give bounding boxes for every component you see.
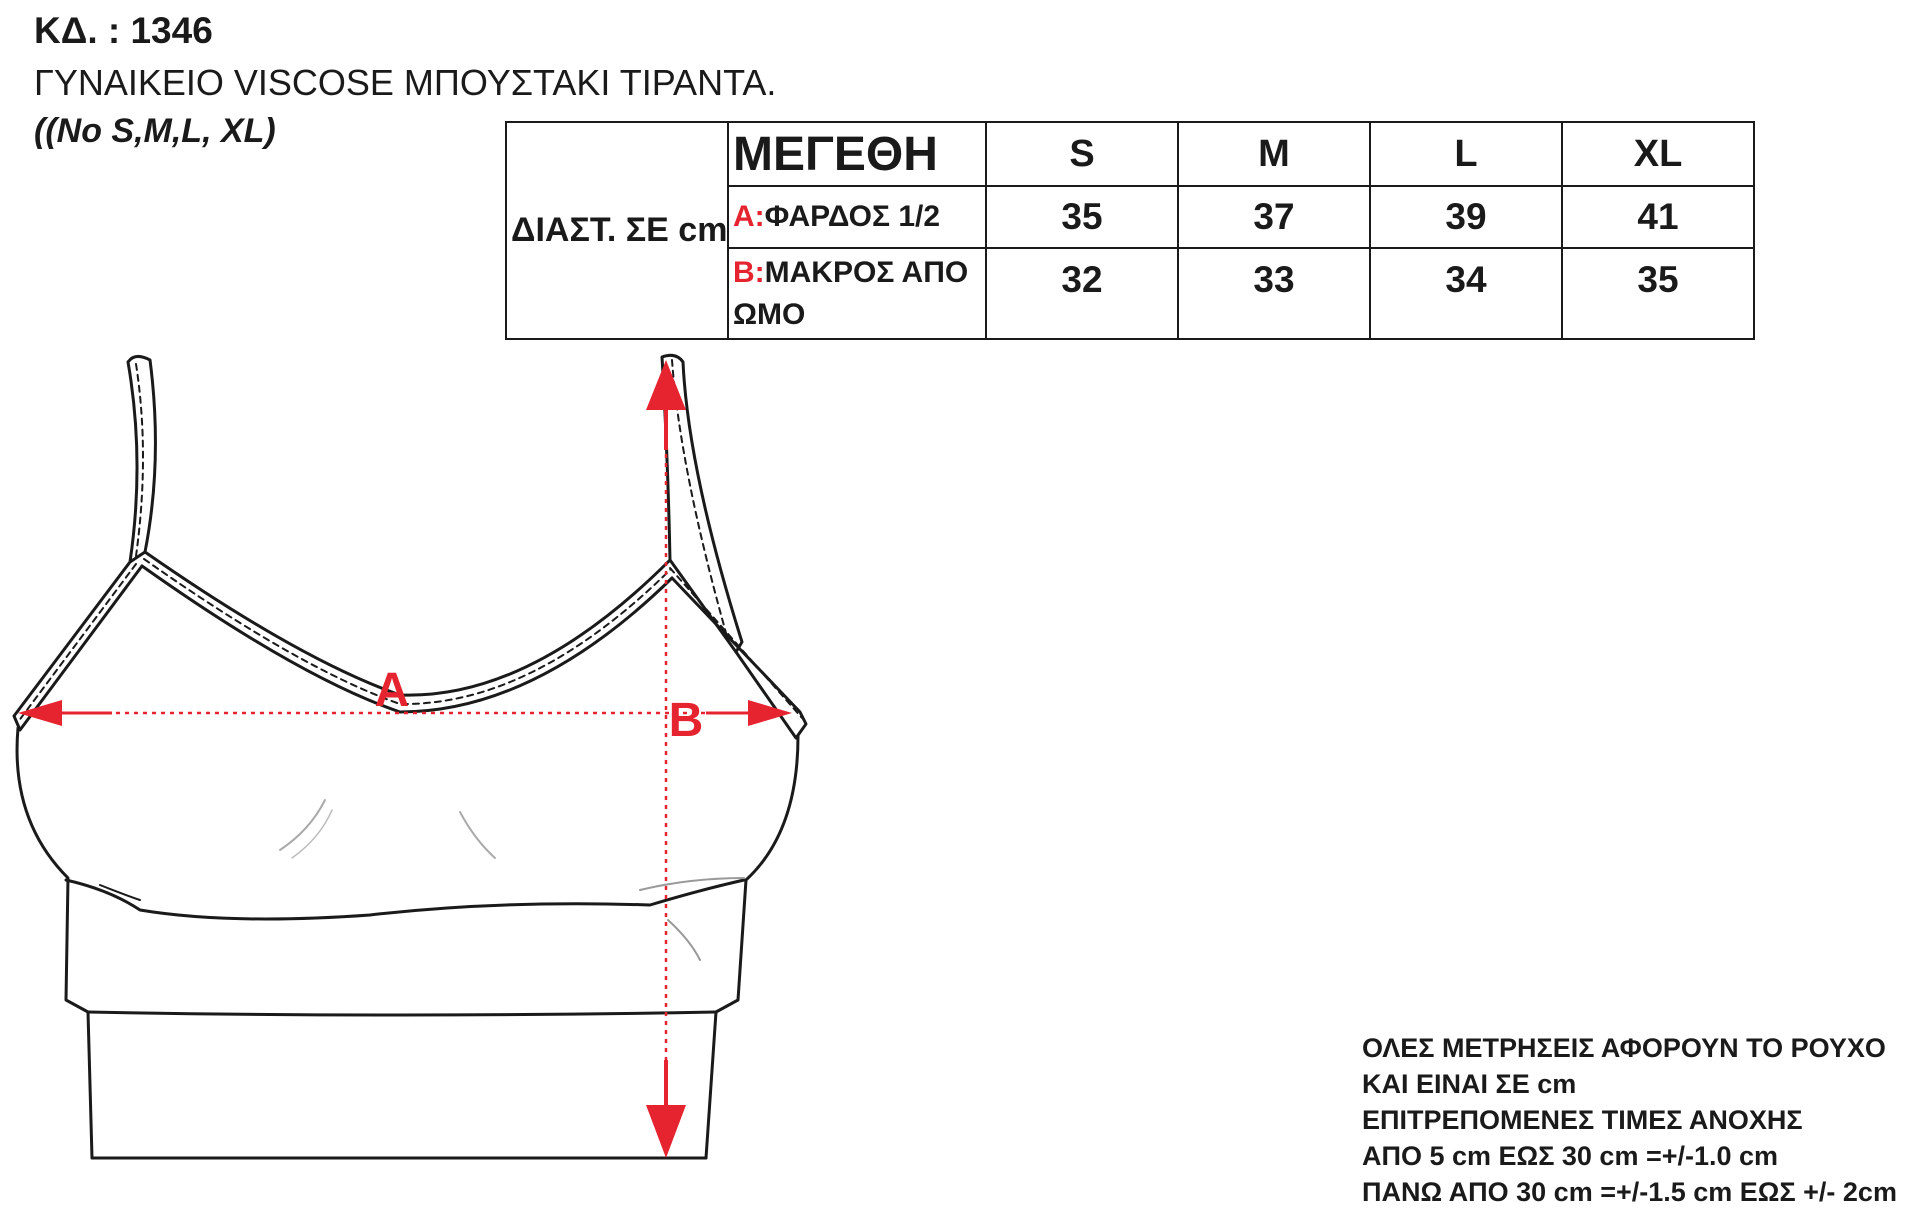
size-s: S bbox=[986, 122, 1178, 186]
underbust-seam bbox=[66, 880, 744, 919]
arrow-up-icon bbox=[646, 360, 686, 410]
note-line: ΠΑΝΩ ΑΠΟ 30 cm =+/-1.5 cm ΕΩΣ +/- 2cm bbox=[1362, 1177, 1897, 1207]
note-line: ΟΛΕΣ ΜΕΤΡΗΣΕΙΣ ΑΦΟΡΟΥΝ ΤΟ ΡΟΥΧΟ bbox=[1362, 1033, 1886, 1063]
cup-fold-left bbox=[280, 800, 325, 850]
row-key-b: B: bbox=[733, 255, 765, 289]
garment-diagram bbox=[0, 340, 840, 1200]
note-line: ΚΑΙ ΕΙΝΑΙ ΣΕ cm bbox=[1362, 1069, 1577, 1099]
label-b: B bbox=[668, 694, 704, 747]
left-strap bbox=[128, 356, 155, 562]
note-line: ΑΠΟ 5 cm ΕΩΣ 30 cm =+/-1.0 cm bbox=[1362, 1141, 1779, 1171]
value-a-xl: 41 bbox=[1562, 186, 1754, 248]
size-table bbox=[505, 121, 1755, 340]
product-code: ΚΔ. : 1346 bbox=[34, 10, 213, 51]
note-line: ΕΠΙΤΡΕΠΟΜΕΝΕΣ ΤΙΜΕΣ ΑΝΟΧΗΣ bbox=[1362, 1105, 1803, 1135]
cup-fold-right bbox=[460, 812, 495, 858]
row-text-a: ΦΑΡΔΟΣ 1/2 bbox=[764, 200, 941, 233]
value-b-xl: 35 bbox=[1562, 248, 1754, 339]
body-left bbox=[17, 728, 92, 1158]
measure-b bbox=[646, 360, 686, 1158]
cup-fold-right-2 bbox=[668, 920, 700, 960]
row-text-b: ΜΑΚΡΟΣ ΑΠΟ ΩΜΟ bbox=[733, 255, 969, 331]
size-header-row bbox=[506, 122, 1754, 186]
value-b-s: 32 bbox=[986, 248, 1178, 339]
value-b-m: 33 bbox=[1178, 248, 1370, 339]
waistband-seam bbox=[88, 1012, 716, 1015]
label-a: A bbox=[374, 664, 410, 717]
dimension-label: ΔΙΑΣΤ. ΣΕ cm bbox=[506, 122, 728, 339]
value-b-l: 34 bbox=[1370, 248, 1562, 339]
tolerance-notes bbox=[1362, 1030, 1897, 1210]
product-description: ΓΥΝΑΙΚΕΙΟ VISCOSE ΜΠΟΥΣΤΑΚΙ ΤΙΡΑΝΤΑ. bbox=[34, 62, 777, 103]
size-m: M bbox=[1178, 122, 1370, 186]
value-a-s: 35 bbox=[986, 186, 1178, 248]
sizes-note: ((No S,M,L, XL) bbox=[34, 112, 276, 150]
size-l: L bbox=[1370, 122, 1562, 186]
row-key-a: A: bbox=[733, 200, 765, 233]
sizes-header: ΜΕΓΕΘΗ bbox=[728, 122, 986, 186]
left-side-stitch bbox=[18, 564, 136, 722]
left-side-band bbox=[14, 562, 142, 730]
body-right bbox=[706, 736, 798, 1158]
row-label-a bbox=[728, 186, 986, 248]
size-xl: XL bbox=[1562, 122, 1754, 186]
row-label-b bbox=[728, 248, 986, 339]
arrow-down-icon bbox=[646, 1105, 686, 1158]
cup-fold-left-2 bbox=[292, 810, 332, 858]
value-a-l: 39 bbox=[1370, 186, 1562, 248]
value-a-m: 37 bbox=[1178, 186, 1370, 248]
